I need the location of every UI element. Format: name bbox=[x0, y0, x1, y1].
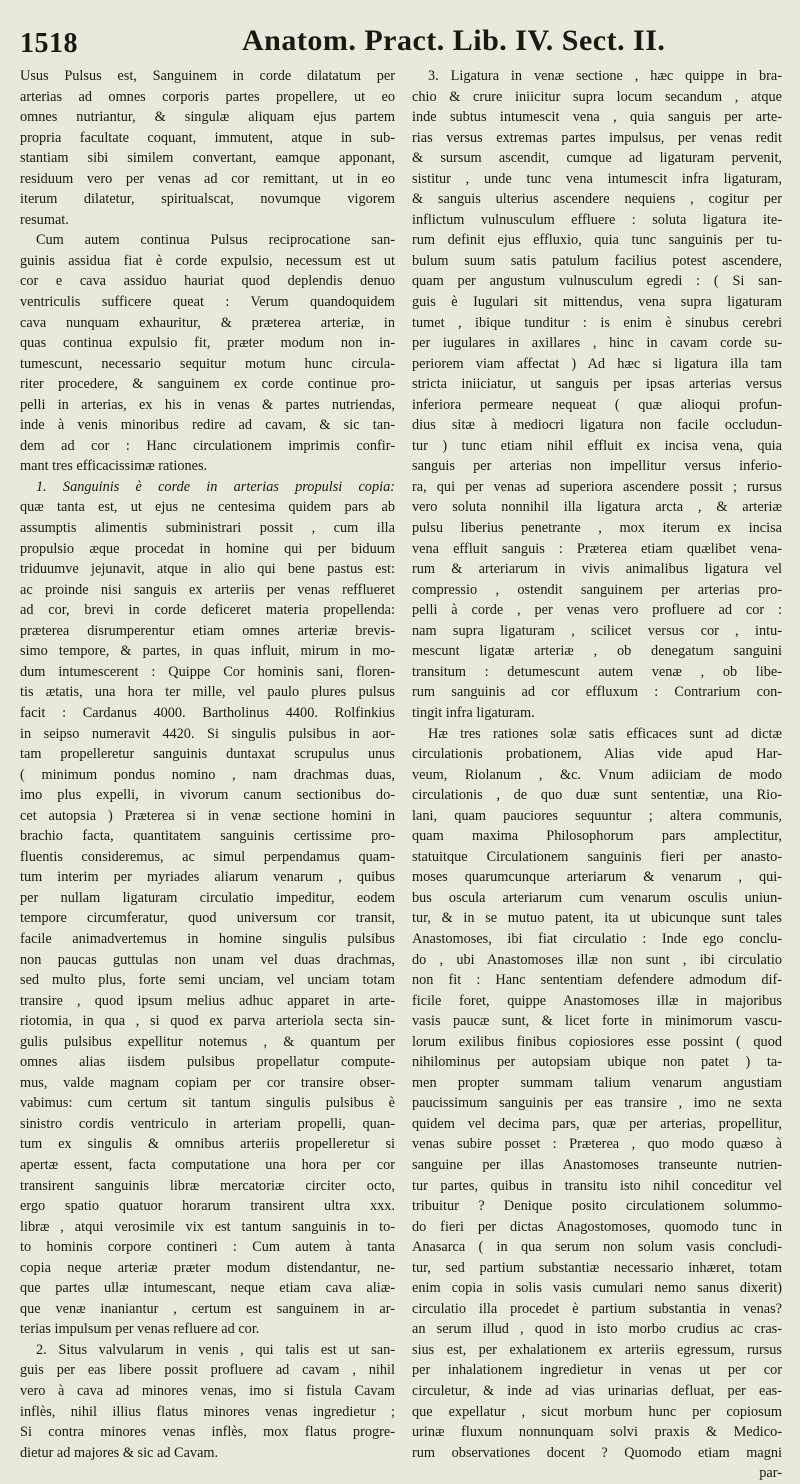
text-line: ergo spatio quatuor horarum transirent ultra xxx. bbox=[20, 1198, 395, 1215]
text-line: sinistro cordis ventriculo in arteriam propelli, quan- bbox=[20, 1115, 395, 1132]
text-line: guinis assidua fiat è corde expulsio, necessum est ut bbox=[20, 252, 395, 269]
text-line: rum sanguinis ad cor effluxum : Contrarium con- bbox=[412, 684, 782, 701]
text-line: fluentis consideremus, ac simul perpendamus quam- bbox=[20, 848, 395, 865]
text-line: tur, sed partium substantiæ necessario inhæret, totam bbox=[412, 1259, 782, 1276]
text-line: facile animadvertemus in homine singulis pulsibus bbox=[20, 930, 395, 947]
text-line: quam maxima Philosophorum pars amplectitur, bbox=[412, 828, 782, 845]
text-line: pulsu liberius penetrante , mox iterum ex incisa bbox=[412, 520, 782, 537]
text-line: quæ tanta est, ut ejus ne centesima quidem pars ab bbox=[20, 499, 395, 516]
text-line: que venæ inaniantur , certum est sanguinem in ar- bbox=[20, 1300, 395, 1317]
text-line: moses quarumcunque arteriarum & venarum , qui- bbox=[412, 869, 782, 886]
text-line: in seipso numeravit 4420. Si singulis pulsibus in aor- bbox=[20, 725, 395, 742]
text-line: par- bbox=[759, 1465, 782, 1482]
text-line: inflès, nihil illius flatus minores venas ingredietur ; bbox=[20, 1403, 395, 1420]
text-line: arterias ad omnes corporis partes propellere, ut eo bbox=[20, 88, 395, 105]
text-line: men propter summam talium venarum angustiam bbox=[412, 1074, 782, 1091]
text-line: & sursum ascendit, cumque ad ligaturam pervenit, bbox=[412, 150, 782, 167]
text-line: tingit infra ligaturam. bbox=[412, 704, 535, 721]
text-line: pelli à corde , per venas vero profluere ad cor : bbox=[412, 602, 782, 619]
text-line: Si contra minores venas inflès, mox flatus progre- bbox=[20, 1424, 395, 1441]
text-line: rum definit ejus effluxio, quia tunc sanguinis per tu- bbox=[412, 232, 782, 249]
text-line: riter procedere, & sanguinem ex corde continue pro- bbox=[20, 376, 395, 393]
text-line: tempore circumferatur, quod universum cor transit, bbox=[20, 910, 395, 927]
text-line: non fit : Hanc sententiam defendere admodum dif- bbox=[412, 972, 782, 989]
text-line: periorem viam affectat ) Ad hæc si ligatura illa tam bbox=[412, 355, 782, 372]
text-line: tum interim per myriades aliarum venarum , quibus bbox=[20, 869, 395, 886]
text-line: copia neque arteriæ præter modum distendantur, ne- bbox=[20, 1259, 395, 1276]
text-line: Hæ tres rationes solæ satis efficaces sunt ad dictæ bbox=[428, 725, 782, 742]
text-line: mant tres efficacissimæ rationes. bbox=[20, 458, 208, 475]
text-line: cet autopsia ) Præterea si in venæ sectione homini in bbox=[20, 807, 395, 824]
text-line: tur ) tunc etiam nihil effluit ex incisa vena, quia bbox=[412, 437, 782, 454]
text-line: iterum dilatetur, spiritualscat, novumque vigorem bbox=[20, 191, 395, 208]
text-line: bulum suum satis patulum facilius potest ascendere, bbox=[412, 252, 782, 269]
text-line: veum, Riolanum , &c. Vnum adiiciam de modo bbox=[412, 766, 782, 783]
text-line: facit : Cardanus 4000. Bartholinus 4400. Rolfinkius bbox=[20, 704, 395, 721]
text-line: que partes ullæ intumescant, neque etiam cava aliæ- bbox=[20, 1280, 395, 1297]
text-line: brachio facta, quantitatem sanguinis certissime pro- bbox=[20, 828, 395, 845]
text-line: ficile foret, quippe Anastomoses illæ in majoribus bbox=[412, 992, 782, 1009]
text-line: dem ad cor : Hanc circulationem imprimis confir- bbox=[20, 437, 395, 454]
text-line: tis ætatis, una hora ter mille, vel paulo plures pulsus bbox=[20, 684, 395, 701]
text-line: residuum vero per venas ad cor remittant, ut in eo bbox=[20, 170, 395, 187]
text-line: ad cor, brevi in corde deficeret materia propellenda: bbox=[20, 602, 395, 619]
text-line: non paucas guttulas non unam vel duas drachmas, bbox=[20, 951, 395, 968]
text-line: rum observationes docent ? Quomodo etiam magni bbox=[412, 1444, 782, 1461]
text-line: ac proinde nisi sanguis ex arteriis per venas refflueret bbox=[20, 581, 395, 598]
text-line: bus oscula arteriarum cum venarum osculis uniun- bbox=[412, 889, 782, 906]
text-line: dietur ad majores & sic ad Cavam. bbox=[20, 1444, 219, 1461]
text-line: resumat. bbox=[20, 211, 69, 228]
text-line: 3. Ligatura in venæ sectione , hæc quippe in bra- bbox=[428, 68, 782, 84]
text-line: vena effluit sanguis : Præterea etiam quælibet vena- bbox=[412, 540, 782, 557]
text-line: cor e cava assiduo hauriat quod deplendis denuo bbox=[20, 273, 395, 290]
text-line: sanguis per arterias non impellitur versus inferio- bbox=[412, 458, 782, 475]
left-text-column bbox=[20, 66, 395, 1461]
right-text-column bbox=[412, 66, 782, 1482]
text-line: vasis paucæ sunt, & licet forte in minimorum vascu- bbox=[412, 1013, 782, 1030]
text-line: vero à cava ad minores venas, imo si fistula Cavam bbox=[20, 1383, 395, 1399]
text-line: gulis pulsibus expellitur notemus , & quantum per bbox=[20, 1033, 395, 1050]
text-line: dius sitæ à mediocri ligatura non facile occludun- bbox=[412, 417, 782, 434]
text-line: omnes alias iisdem pulsibus propellatur compute- bbox=[20, 1054, 395, 1071]
text-line: an serum illud , quod in isto morbo crudius ac cras- bbox=[412, 1321, 782, 1338]
text-line: quidem vel decima pars, quæ per arterias, propellitur, bbox=[412, 1115, 782, 1132]
text-line: nihilominus per autopsiam ubique non patet ) ta- bbox=[412, 1054, 782, 1071]
text-line: Anasarca ( in qua serum non solum vasis concludi- bbox=[412, 1239, 782, 1256]
text-line: 1. Sanguinis è corde in arterias propulsi copia: bbox=[36, 478, 395, 495]
text-line: tur partes, quibus in transitu isto nihil conceditur vel bbox=[412, 1177, 782, 1194]
text-line: rias versus extremas partes impulsus, per venas redit bbox=[412, 129, 782, 146]
text-line: inferiora permeare nequeat ( quæ alioqui profun- bbox=[412, 396, 782, 413]
text-line: sanguine per illas Anastomoses transeunte nutrien- bbox=[412, 1156, 782, 1173]
text-line: tum ex singulis & omnibus arteriis propelleretur si bbox=[20, 1136, 395, 1153]
text-line: cava nunquam exhauritur, & præterea arteriæ, in bbox=[20, 314, 395, 331]
text-line: tur, & in se mutuo patent, ita ut ubicunque sunt tales bbox=[412, 910, 782, 927]
text-line: per nullam ligaturam circulatio impeditur, eodem bbox=[20, 889, 395, 906]
page-number: 1518 bbox=[20, 28, 78, 59]
text-line: stricta iniiciatur, ut sanguis per ipsas arterias versus bbox=[412, 376, 782, 393]
text-line: inde subtus intumescit vena , quia sanguis per arte- bbox=[412, 109, 782, 126]
text-line: 2. Situs valvularum in venis , qui talis est ut san- bbox=[36, 1341, 395, 1358]
text-line: per inhalationem ingredietur in venas ut per cor bbox=[412, 1362, 782, 1379]
text-line: nam supra ligaturam , scilicet versus cor , intu- bbox=[412, 622, 782, 639]
text-line: circuletur, & inde ad vias urinarias defluat, per eas- bbox=[412, 1383, 782, 1399]
text-line: Cum autem continua Pulsus reciprocatione san- bbox=[36, 232, 395, 249]
text-line: lorum exilibus finibus copiosiores esse possint ( quod bbox=[412, 1033, 782, 1050]
text-line: tumescunt, necessario sequitur motum hunc circula- bbox=[20, 355, 395, 372]
text-line: paucissimum sanguinis per eas transire , imo ne sexta bbox=[412, 1095, 782, 1112]
text-line: mus, valde magnam copiam per cor transire obser- bbox=[20, 1074, 395, 1091]
text-line: compressio , ostendit sanguinem per arterias pro- bbox=[412, 581, 782, 598]
text-line: transirent sanguinis libræ mercatoriæ circiter octo, bbox=[20, 1177, 395, 1194]
text-line: imo plus expelli, in vivorum canum sectionibus do- bbox=[20, 787, 395, 804]
text-line: terias impulsum per venas refluere ad cor. bbox=[20, 1321, 260, 1338]
text-line: vero soluta nonnihil illa ligatura arcta , & arteriæ bbox=[412, 499, 782, 516]
text-line: do , ubi Anastomoses illæ non sunt , ibi circulatio bbox=[412, 951, 782, 968]
text-line: omnes nutriantur, & singulæ aliquam ejus partem bbox=[20, 109, 395, 126]
text-line: to hominis corpore contineri : Cum autem à tanta bbox=[20, 1239, 395, 1256]
text-line: quas continua expulsio fit, præter modum non in- bbox=[20, 335, 395, 352]
text-line: ra, qui per venas ad superiora ascendere possit ; rursus bbox=[412, 478, 782, 495]
text-line: stantiam sibi similem convertant, eamque apponant, bbox=[20, 150, 395, 167]
text-line: statuitque Circulationem sanguinis fieri per anasto- bbox=[412, 848, 782, 865]
text-line: Usus Pulsus est, Sanguinem in corde dilatatum per bbox=[20, 68, 395, 84]
text-line: sius est, per exhalationem ex arteriis egressum, rursus bbox=[412, 1341, 782, 1358]
text-line: riotomia, in qua , si quod ex parva arteriola secta sin- bbox=[20, 1013, 395, 1030]
text-line: urinæ fluxum nonnunquam solvi praxis & Medico- bbox=[412, 1424, 782, 1441]
text-line: guis per eas libere possit profluere ad cavam , nihil bbox=[20, 1362, 395, 1379]
text-line: Anastomoses, ibi fiat circulatio : Inde ego conclu- bbox=[412, 930, 782, 947]
text-line: enim copia in solis vasis cumulari nemo sanus dixerit) bbox=[412, 1280, 782, 1297]
text-line: que expellatur , sicut morbum hunc per copiosum bbox=[412, 1403, 782, 1420]
text-line: circulatio illa procedet è partium substantia in venas? bbox=[412, 1300, 782, 1317]
text-line: pelli in arterias, ex his in venas & partes nutriendas, bbox=[20, 396, 395, 413]
text-line: rum & arteriarum in vivis animalibus ligatura vel bbox=[412, 561, 782, 578]
text-line: chio & crure iniicitur supra locum secandum , atque bbox=[412, 88, 782, 105]
text-line: transire , quod ipsum melius adhuc apparet in arte- bbox=[20, 992, 395, 1009]
text-line: circulationis , de quo duæ sunt sententiæ, una Rio- bbox=[412, 787, 782, 804]
text-line: vabimus: cum certum sit tantum singulis pulsibus è bbox=[20, 1095, 395, 1112]
text-line: propulsio æque procedat in homine qui per biduum bbox=[20, 540, 395, 557]
text-line: inde à venis minoribus redire ad cavam, & sic tan- bbox=[20, 417, 395, 434]
text-line: ( minimum pondus nomino , nam drachmas duas, bbox=[20, 766, 395, 783]
text-line: præterea disrumperentur etiam omnes arteriæ brevis- bbox=[20, 622, 395, 639]
text-line: quam per angustum vulnusculum egredi : ( Si san- bbox=[412, 273, 782, 290]
text-line: venas subire posset : Præterea , quo modo quæso à bbox=[412, 1136, 782, 1153]
text-line: dum intumescerent : Quippe Cor hominis sani, floren- bbox=[20, 663, 395, 680]
text-line: propria facultate coquant, immutent, atque in sub- bbox=[20, 129, 395, 146]
text-line: tumet , ibique tunditur : is enim è sinubus cerebri bbox=[412, 314, 782, 331]
text-line: lani, quam pauciores sequuntur ; altera communis, bbox=[412, 807, 782, 824]
text-line: assumptis alimentis subministrari possit , cum illa bbox=[20, 520, 395, 537]
running-title: Anatom. Pract. Lib. IV. Sect. II. bbox=[242, 24, 666, 57]
text-line: sed multo plus, forte semi unciam, vel unciam totam bbox=[20, 972, 395, 989]
page-header bbox=[14, 22, 786, 64]
text-line: transitum : detumescunt autem venæ , ob libe- bbox=[412, 663, 782, 680]
text-line: per iugulares in axillares , hinc in cavam corde su- bbox=[412, 335, 782, 352]
text-line: ventriculis sufficere queat : Verum quandoquidem bbox=[20, 294, 395, 311]
text-line: & sanguis ulterius ascendere nequiens , cogitur per bbox=[412, 191, 782, 208]
text-line: mescunt ligatæ arteriæ , ob denegatum sanguini bbox=[412, 643, 782, 660]
text-line: tam propelleretur sanguinis duntaxat scrupulus unus bbox=[20, 746, 395, 763]
text-line: guis è Iugulari sit mittendus, vena supra ligaturam bbox=[412, 294, 782, 311]
text-line: libræ , atqui verosimile vix est tantum sanguinis in to- bbox=[20, 1218, 395, 1235]
text-line: simo tempore, & partes, in quas influit, mirum in mo- bbox=[20, 643, 395, 660]
text-line: apertæ essent, facta computatione una hora per cor bbox=[20, 1156, 395, 1173]
text-line: tribuitur ? Denique posito circulationem solummo- bbox=[412, 1198, 782, 1215]
text-line: triduumve jejunavit, atque in alio qui bene pastus est: bbox=[20, 561, 395, 578]
text-line: do fieri per dictas Anagostomoses, quomodo tunc in bbox=[412, 1218, 782, 1235]
text-line: circulationis probationem, Alias vide apud Har- bbox=[412, 746, 782, 763]
text-line: inflictum vulnusculum effluere : soluta ligatura ite- bbox=[412, 211, 782, 228]
text-line: sistitur , unde tunc vena intumescit infra ligaturam, bbox=[412, 170, 782, 187]
